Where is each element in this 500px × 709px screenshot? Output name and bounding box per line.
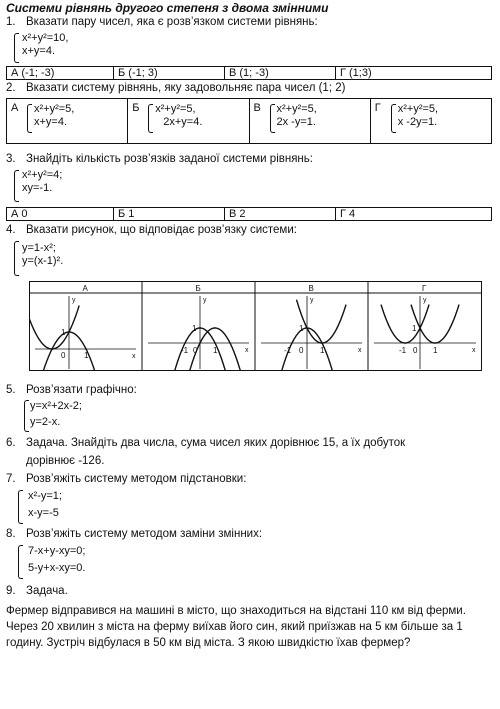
y-label: y xyxy=(310,297,314,304)
system-5: y=x²+2x-2; y=2-x. xyxy=(30,400,82,428)
answer-g[interactable]: Г 4 xyxy=(340,208,356,220)
x-label: x xyxy=(358,347,362,354)
system-brace xyxy=(24,400,29,432)
graph-letter: В xyxy=(308,284,314,293)
problem-text: Фермер відправився на машині в місто, що знаходиться на відстані 110 км від ферми. Через 20 хвилин з міста на ферму виїхав його син, який приїзжав на 5 км більше за 1 годину. Зустріч відбулася в 50 км від міста. З якою швидкістю їхав фермер? xyxy=(6,605,466,649)
y-label: y xyxy=(203,297,207,304)
tick-label: 0 xyxy=(61,351,66,360)
answer-a[interactable]: А (-1; -3) xyxy=(7,67,114,79)
curve xyxy=(381,305,429,343)
tick-label: -1 xyxy=(284,346,292,355)
tick-label: -1 xyxy=(399,346,407,355)
tick-label: 1 xyxy=(412,324,417,333)
question-4: 4. Вказати рисунок, що відповідає розв’язку системи: xyxy=(6,224,297,236)
graphs-panel xyxy=(29,281,482,371)
answer-v[interactable]: В x²+y²=5, 2x -y=1. xyxy=(250,99,371,143)
curve xyxy=(411,305,459,343)
answers-1 xyxy=(6,66,492,80)
x-label: x xyxy=(132,353,136,360)
graph-g[interactable] xyxy=(374,284,476,369)
question-6: 6. Задача. Знайдіть два числа, сума чисел яких дорівнює 15, а їх добуток xyxy=(6,437,406,449)
answers-3 xyxy=(6,207,492,221)
graph-letter: Г xyxy=(422,284,427,293)
system-brace xyxy=(18,545,23,579)
question-1: 1. Вказати пару чисел, яка є розв’язком системи рівнянь: xyxy=(6,16,318,28)
tick-label: 0 xyxy=(193,346,198,355)
answer-a[interactable]: А 0 xyxy=(7,208,114,220)
question-7: 7. Розв’яжіть систему методом підстановки: xyxy=(6,473,247,485)
question-3: 3. Знайдіть кількість розв’язків заданої системи рівнянь: xyxy=(6,153,313,165)
question-6-cont: дорівнює -126. xyxy=(26,455,105,467)
system-brace xyxy=(18,490,23,524)
x-label: x xyxy=(472,347,476,354)
system-brace xyxy=(14,33,19,63)
answers-2 xyxy=(6,98,492,144)
curve xyxy=(29,306,79,350)
graph-a[interactable] xyxy=(29,284,136,371)
graph-letter: Б xyxy=(195,284,201,293)
curve xyxy=(297,300,347,343)
question-9: 9. Задача. xyxy=(6,585,68,597)
tick-label: 1 xyxy=(213,346,218,355)
tick-label: 1 xyxy=(299,324,304,333)
answer-b[interactable]: Б (-1; 3) xyxy=(114,67,225,79)
system-brace xyxy=(14,241,19,276)
graph-letter: А xyxy=(82,284,88,293)
question-2: 2. Вказати систему рівнянь, яку задовольняє пара чисел (1; 2) xyxy=(6,82,346,94)
question-5: 5. Розв’язати графічно: xyxy=(6,384,137,396)
answer-v[interactable]: В 2 xyxy=(225,208,336,220)
system-4: y=1-x²; y=(x-1)². xyxy=(22,242,64,267)
tick-label: 1 xyxy=(84,351,89,360)
tick-label: 1 xyxy=(61,328,66,337)
system-1: x²+y²=10, x+y=4. xyxy=(22,32,69,57)
tick-label: 1 xyxy=(192,324,197,333)
tick-label: 0 xyxy=(299,346,304,355)
answer-a[interactable]: А x²+y²=5, x+y=4. xyxy=(7,99,128,143)
tick-label: 1 xyxy=(320,346,325,355)
question-8: 8. Розв’яжіть систему методом заміни змінних: xyxy=(6,528,263,540)
answer-g[interactable]: Г (1;3) xyxy=(340,67,372,79)
graph-b[interactable] xyxy=(148,284,249,371)
y-label: y xyxy=(423,297,427,304)
answer-b[interactable]: Б x²+y²=5, 2x+y=4. xyxy=(128,99,249,143)
system-3: x²+y²=4; xy=-1. xyxy=(22,169,63,194)
system-brace xyxy=(14,170,19,202)
x-label: x xyxy=(245,347,249,354)
answer-v[interactable]: В (1; -3) xyxy=(225,67,336,79)
y-label: y xyxy=(72,297,76,304)
answer-g[interactable]: Г x²+y²=5, x -2y=1. xyxy=(371,99,491,143)
tick-label: 1 xyxy=(433,346,438,355)
page-title: Системи рівнянь другого степеня з двома змінними xyxy=(6,1,329,15)
answer-b[interactable]: Б 1 xyxy=(114,208,225,220)
tick-label: -1 xyxy=(181,346,189,355)
tick-label: 0 xyxy=(413,346,418,355)
system-8: 7-x+y-xy=0; 5-y+x-xy=0. xyxy=(28,545,86,574)
system-7: x²-y=1; x-y=-5 xyxy=(28,490,62,519)
graph-v[interactable] xyxy=(261,284,362,371)
